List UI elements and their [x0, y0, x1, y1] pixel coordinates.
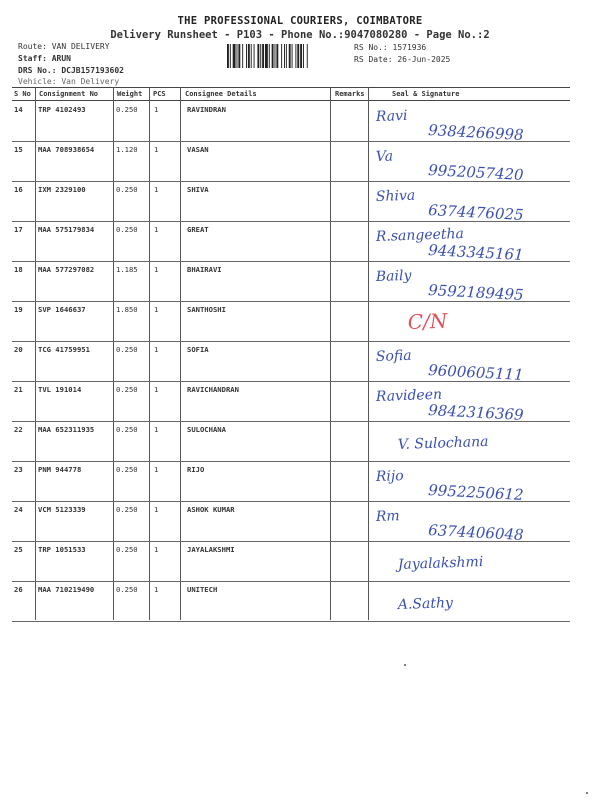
row-pcs: 1 [154, 305, 159, 314]
col-header-sno: S No [14, 90, 31, 98]
company-title: THE PROFESSIONAL COURIERS, COIMBATORE [177, 15, 423, 27]
staff-label: Staff: ARUN [18, 54, 71, 63]
barcode-bar [276, 44, 278, 68]
row-consignment-no: MAA 652311935 [38, 425, 95, 434]
row-consignee: SANTHOSHI [187, 305, 226, 314]
row-pcs: 1 [154, 225, 159, 234]
row-sno: 18 [14, 265, 23, 274]
signature-text: Rm [375, 508, 400, 525]
barcode-image [226, 44, 346, 68]
row-sno: 17 [14, 225, 23, 234]
barcode-bar [262, 44, 264, 68]
col-header-weight: Weight [117, 90, 143, 98]
signature-text: 9842316369 [427, 401, 525, 424]
signature-text: Jayalakshmi [397, 554, 484, 573]
col-header-seal-signature: Seal & Signature [392, 90, 460, 98]
barcode-bar [286, 44, 287, 68]
row-sno: 22 [14, 425, 23, 434]
barcode-bar [246, 44, 247, 68]
row-sno: 16 [14, 185, 23, 194]
signature-text: Ravideen [375, 386, 443, 405]
row-consignment-no: IXM 2329100 [38, 185, 86, 194]
signature-text: 9952250612 [427, 481, 525, 504]
row-consignee: ASHOK KUMAR [187, 505, 235, 514]
signature-text: 6374406048 [427, 521, 525, 544]
row-consignment-no: PNM 944778 [38, 465, 82, 474]
signature-text: Va [375, 148, 394, 165]
row-consignee: RIJO [187, 465, 205, 474]
barcode-bar [275, 44, 276, 68]
row-consignee: RAVINDRAN [187, 105, 226, 114]
runsheet-subtitle: Delivery Runsheet - P103 - Phone No.:9047080280 - Page No.:2 [110, 29, 490, 41]
signature-text: Sofia [375, 347, 412, 365]
row-weight: 0.250 [116, 585, 138, 594]
row-consignment-no: MAA 710219490 [38, 585, 95, 594]
scan-speck [586, 792, 588, 794]
row-sno: 14 [14, 105, 23, 114]
scan-speck [404, 664, 406, 666]
signature-text: 9952057420 [427, 161, 525, 184]
barcode-bar [284, 44, 285, 68]
row-consignment-no: MAA 577297082 [38, 265, 95, 274]
row-weight: 0.250 [116, 385, 138, 394]
barcode-bar [238, 44, 240, 68]
header-top-rule [12, 87, 570, 88]
rs-number: RS No.: 1571936 [354, 43, 427, 52]
row-sno: 19 [14, 305, 23, 314]
row-weight: 0.250 [116, 545, 138, 554]
row-consignment-no: MAA 708938654 [38, 145, 95, 154]
vehicle-label: Vehicle: Van Delivery [18, 77, 120, 86]
row-consignment-no: MAA 575179834 [38, 225, 95, 234]
row-sno: 20 [14, 345, 23, 354]
row-consignee: UNITECH [187, 585, 218, 594]
row-consignee: BHAIRAVI [187, 265, 222, 274]
row-sno: 15 [14, 145, 23, 154]
row-weight: 0.250 [116, 505, 138, 514]
barcode-bar [230, 44, 231, 68]
signature-text: Rijo [375, 468, 404, 485]
row-pcs: 1 [154, 465, 159, 474]
row-pcs: 1 [154, 185, 159, 194]
row-sno: 21 [14, 385, 23, 394]
signature-text: R.sangeetha [375, 225, 465, 245]
barcode-bar [303, 44, 304, 68]
barcode-bar [257, 44, 259, 68]
route-label: Route: VAN DELIVERY [18, 42, 110, 51]
handwritten-signature [368, 583, 570, 627]
signature-text: 9600605111 [427, 361, 525, 384]
row-pcs: 1 [154, 105, 159, 114]
row-weight: 1.850 [116, 305, 138, 314]
barcode-bar [227, 44, 229, 68]
row-sno: 24 [14, 505, 23, 514]
row-weight: 1.185 [116, 265, 138, 274]
barcode-bar [295, 44, 296, 68]
row-consignee: JAYALAKSHMI [187, 545, 235, 554]
barcode-bar [269, 44, 270, 68]
barcode-bar [272, 44, 274, 68]
row-consignment-no: VCM 5123339 [38, 505, 86, 514]
row-weight: 0.250 [116, 105, 138, 114]
row-weight: 0.250 [116, 225, 138, 234]
row-consignee: GREAT [187, 225, 209, 234]
barcode-bar [307, 44, 308, 68]
signature-text: 9384266998 [427, 121, 525, 144]
row-pcs: 1 [154, 265, 159, 274]
row-weight: 0.250 [116, 185, 138, 194]
barcode-bar [300, 44, 302, 68]
signature-text: Shiva [375, 187, 416, 205]
row-sno: 25 [14, 545, 23, 554]
row-consignment-no: TRP 4102493 [38, 105, 86, 114]
row-consignee: SOFIA [187, 345, 209, 354]
row-consignee: RAVICHANDRAN [187, 385, 239, 394]
col-header-consignment: Consignment No [39, 90, 99, 98]
row-pcs: 1 [154, 505, 159, 514]
barcode-bar [260, 44, 261, 68]
barcode-bar [265, 44, 268, 68]
barcode-bar [233, 44, 236, 68]
drs-number: DRS No.: DCJB157193602 [18, 66, 124, 75]
signature-text: Ravi [375, 107, 408, 125]
barcode-bar [254, 44, 255, 68]
signature-text: C/N [407, 308, 448, 334]
col-header-remarks: Remarks [335, 90, 365, 98]
barcode-bar [289, 44, 291, 68]
col-header-consignee: Consignee Details [185, 90, 257, 98]
row-pcs: 1 [154, 345, 159, 354]
barcode-bar [237, 44, 238, 68]
row-pcs: 1 [154, 385, 159, 394]
signature-text: V. Sulochana [397, 433, 489, 453]
barcode-bar [292, 44, 293, 68]
signature-text: 9592189495 [427, 281, 525, 304]
signature-text: 9443345161 [427, 241, 525, 264]
row-consignee: SULOCHANA [187, 425, 226, 434]
row-weight: 0.250 [116, 345, 138, 354]
row-consignee: SHIVA [187, 185, 209, 194]
barcode-bar [281, 44, 282, 68]
row-pcs: 1 [154, 585, 159, 594]
row-pcs: 1 [154, 145, 159, 154]
row-sno: 23 [14, 465, 23, 474]
signature-text: A.Sathy [397, 595, 454, 613]
row-pcs: 1 [154, 425, 159, 434]
signature-text: Baily [375, 267, 412, 285]
barcode-bar [251, 44, 252, 68]
rs-date: RS Date: 26-Jun-2025 [354, 55, 451, 64]
row-pcs: 1 [154, 545, 159, 554]
row-consignee: VASAN [187, 145, 209, 154]
row-consignment-no: TCG 41759951 [38, 345, 90, 354]
signature-text: 6374476025 [427, 201, 525, 224]
row-weight: 1.120 [116, 145, 138, 154]
barcode-bar [248, 44, 250, 68]
barcode-bar [242, 44, 243, 68]
row-consignment-no: TRP 1051533 [38, 545, 86, 554]
row-consignment-no: TVL 191014 [38, 385, 82, 394]
row-sno: 26 [14, 585, 23, 594]
barcode-bar [297, 44, 299, 68]
row-weight: 0.250 [116, 465, 138, 474]
row-consignment-no: SVP 1646637 [38, 305, 86, 314]
col-header-pcs: PCS [153, 90, 166, 98]
row-weight: 0.250 [116, 425, 138, 434]
